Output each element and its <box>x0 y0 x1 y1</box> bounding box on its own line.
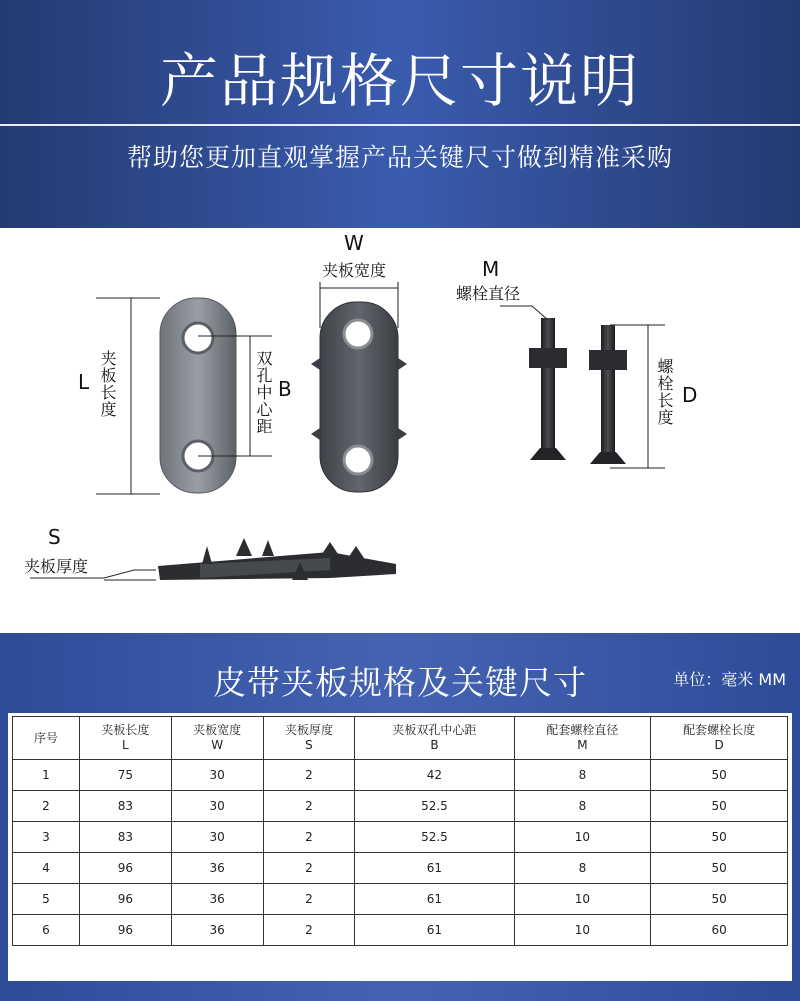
table-header-row <box>13 717 788 760</box>
cell-width: 30 <box>171 822 263 853</box>
thickness-label: 夹板厚度 <box>24 557 89 576</box>
col-header-thickness <box>263 717 355 760</box>
cell-length: 96 <box>80 884 172 915</box>
center-distance-label: 双孔中心距 <box>254 350 273 435</box>
spec-section <box>0 633 800 1001</box>
cell-bolt-length: 60 <box>651 915 788 946</box>
bolt-length-letter: D <box>682 383 698 407</box>
length-letter: L <box>78 370 90 394</box>
spec-table-container <box>8 713 792 981</box>
col-header-bolt-diameter <box>514 717 651 760</box>
page-subtitle: 帮助您更加直观掌握产品关键尺寸做到精准采购 <box>126 143 673 172</box>
col-header-name: 配套螺栓直径 <box>546 723 619 737</box>
cell-thickness: 2 <box>263 915 355 946</box>
col-header-name: 夹板双孔中心距 <box>392 723 477 737</box>
table-row <box>13 791 788 822</box>
thickness-letter: S <box>48 525 61 549</box>
cell-bolt-diameter: 8 <box>514 791 651 822</box>
cell-center-distance: 42 <box>355 760 514 791</box>
col-header-code: B <box>430 738 439 752</box>
bolt-diameter-label: 螺栓直径 <box>456 284 521 303</box>
bolt-right <box>589 325 627 464</box>
cell-thickness: 2 <box>263 760 355 791</box>
cell-bolt-diameter: 10 <box>514 884 651 915</box>
cell-bolt-length: 50 <box>651 760 788 791</box>
col-header-width <box>171 717 263 760</box>
page-title: 产品规格尺寸说明 <box>159 47 640 115</box>
table-row <box>13 760 788 791</box>
cell-index: 2 <box>13 791 80 822</box>
spec-title: 皮带夹板规格及关键尺寸 <box>213 663 587 702</box>
center-distance-letter: B <box>278 377 292 401</box>
cell-index: 4 <box>13 853 80 884</box>
col-header-code: D <box>714 738 724 752</box>
cell-thickness: 2 <box>263 822 355 853</box>
cell-center-distance: 61 <box>355 853 514 884</box>
col-header-name: 夹板宽度 <box>193 723 242 737</box>
plate-back-view <box>311 302 407 492</box>
product-illustration <box>0 228 800 633</box>
col-header-code: L <box>122 738 129 752</box>
cell-center-distance: 52.5 <box>355 822 514 853</box>
cell-index: 1 <box>13 760 80 791</box>
cell-width: 36 <box>171 884 263 915</box>
bolt-length-label: 螺栓长度 <box>655 358 674 426</box>
width-letter: W <box>344 231 364 255</box>
col-header-code: W <box>211 738 224 752</box>
cell-center-distance: 61 <box>355 884 514 915</box>
col-header-code: M <box>577 738 588 752</box>
cell-index: 5 <box>13 884 80 915</box>
cell-length: 75 <box>80 760 172 791</box>
cell-bolt-length: 50 <box>651 884 788 915</box>
cell-bolt-length: 50 <box>651 791 788 822</box>
cell-bolt-length: 50 <box>651 853 788 884</box>
cell-length: 83 <box>80 822 172 853</box>
length-label: 夹板长度 <box>98 350 117 418</box>
cell-length: 83 <box>80 791 172 822</box>
cell-thickness: 2 <box>263 884 355 915</box>
spec-table <box>12 716 788 946</box>
product-figure <box>0 228 800 633</box>
cell-bolt-diameter: 10 <box>514 915 651 946</box>
table-row <box>13 822 788 853</box>
cell-width: 36 <box>171 853 263 884</box>
cell-index: 3 <box>13 822 80 853</box>
table-row <box>13 915 788 946</box>
table-row <box>13 884 788 915</box>
col-header-name: 夹板长度 <box>101 723 150 737</box>
col-header-name: 序号 <box>33 730 58 745</box>
cell-width: 30 <box>171 791 263 822</box>
col-header-index <box>13 717 80 760</box>
cell-bolt-diameter: 10 <box>514 822 651 853</box>
cell-center-distance: 52.5 <box>355 791 514 822</box>
col-header-length <box>80 717 172 760</box>
col-header-name: 配套螺栓长度 <box>683 723 756 737</box>
cell-bolt-diameter: 8 <box>514 853 651 884</box>
cell-index: 6 <box>13 915 80 946</box>
bolt-diameter-letter: M <box>482 257 500 281</box>
header-banner <box>0 0 800 228</box>
plate-side-view <box>158 538 396 580</box>
unit-label: 单位：毫米 MM <box>673 670 786 689</box>
cell-bolt-diameter: 8 <box>514 760 651 791</box>
bolt-left <box>529 318 567 460</box>
cell-length: 96 <box>80 915 172 946</box>
cell-center-distance: 61 <box>355 915 514 946</box>
cell-bolt-length: 50 <box>651 822 788 853</box>
plate-front-view <box>160 298 236 493</box>
cell-width: 30 <box>171 760 263 791</box>
cell-thickness: 2 <box>263 791 355 822</box>
title-divider <box>0 124 800 126</box>
col-header-center-distance <box>355 717 514 760</box>
col-header-code: S <box>305 738 313 752</box>
cell-length: 96 <box>80 853 172 884</box>
col-header-name: 夹板厚度 <box>284 723 333 737</box>
col-header-bolt-length <box>651 717 788 760</box>
width-label: 夹板宽度 <box>322 261 387 280</box>
table-row <box>13 853 788 884</box>
cell-width: 36 <box>171 915 263 946</box>
cell-thickness: 2 <box>263 853 355 884</box>
